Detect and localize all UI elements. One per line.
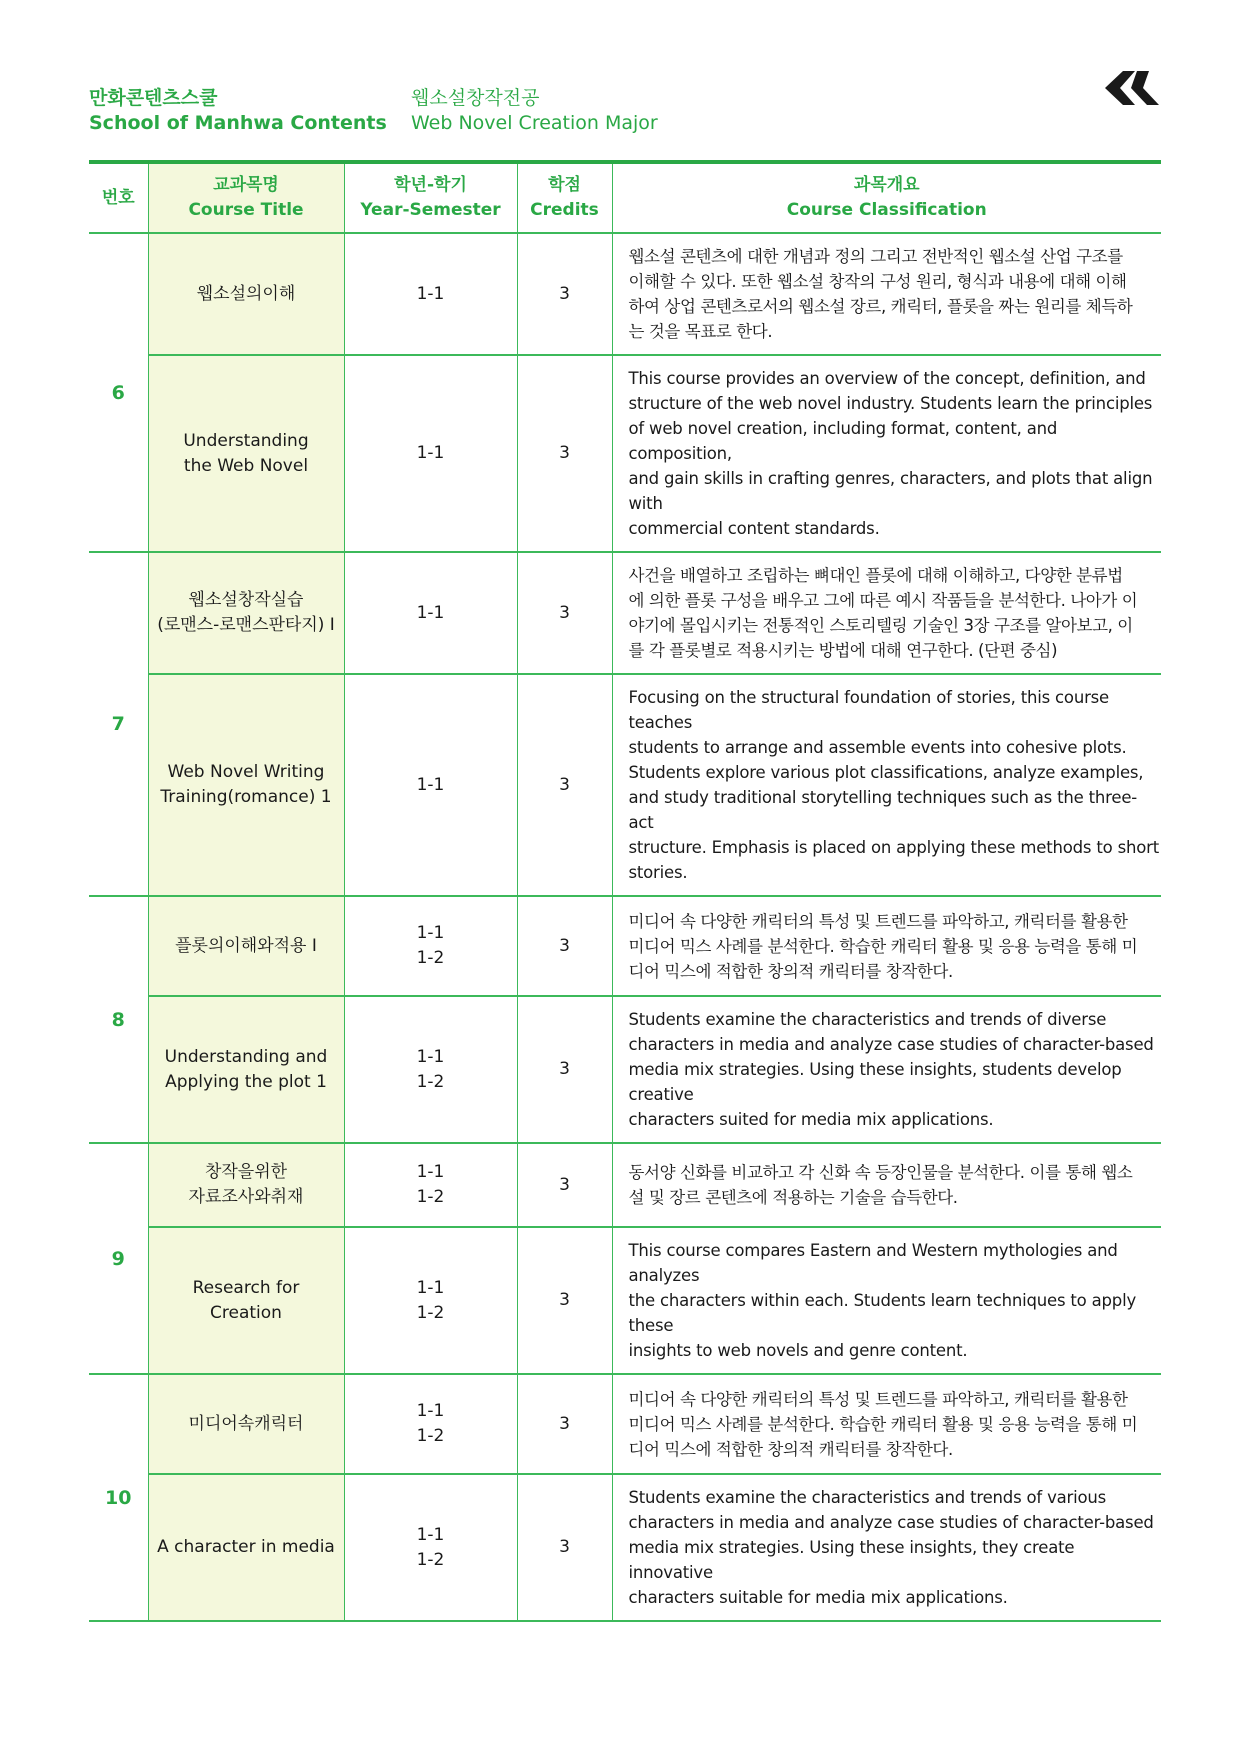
year-semester: 1-1 <box>344 233 517 355</box>
course-title: 플롯의이해와적용 I <box>148 896 344 996</box>
credits: 3 <box>517 355 612 552</box>
course-number: 6 <box>89 233 148 552</box>
header-course-classification: 과목개요 Course Classification <box>612 164 1161 233</box>
table-row <box>89 552 1161 674</box>
course-number: 7 <box>89 552 148 896</box>
school-name <box>89 86 387 136</box>
course-table <box>89 164 1161 1622</box>
course-title: A character in media <box>148 1474 344 1621</box>
course-title: 웹소설창작실습 (로맨스-로맨스판타지) I <box>148 552 344 674</box>
course-table-body <box>89 233 1161 1621</box>
table-row <box>89 674 1161 896</box>
year-semester: 1-1 1-2 <box>344 1374 517 1474</box>
major-name-ko: 웹소설창작전공 <box>411 87 540 109</box>
year-semester: 1-1 <box>344 674 517 896</box>
header-course-title: 교과목명 Course Title <box>148 164 344 233</box>
table-row <box>89 896 1161 996</box>
header-number: 번호 <box>89 164 148 233</box>
credits: 3 <box>517 674 612 896</box>
year-semester: 1-1 1-2 <box>344 996 517 1143</box>
course-description: 미디어 속 다양한 캐릭터의 특성 및 트렌드를 파악하고, 캐릭터를 활용한 미디어 믹스 사례를 분석한다. 학습한 캐릭터 활용 및 응용 능력을 통해 미 디어 믹스에 적합한 창의적 캐릭터를 창작한다. <box>612 896 1161 996</box>
table-row <box>89 355 1161 552</box>
course-description: This course compares Eastern and Western mythologies and analyzes the characters within each. Students learn techniques to apply these insights to web novels and genre content. <box>612 1227 1161 1374</box>
ck-logo-icon <box>1101 68 1161 108</box>
course-description: 웹소설 콘텐츠에 대한 개념과 정의 그리고 전반적인 웹소설 산업 구조를 이해할 수 있다. 또한 웹소설 창작의 구성 원리, 형식과 내용에 대해 이해 하여 상업 콘텐츠로서의 웹소설 장르, 캐릭터, 플롯을 짜는 원리를 체득하 는 것을 목표로 한다. <box>612 233 1161 355</box>
year-semester: 1-1 1-2 <box>344 1474 517 1621</box>
course-description: Focusing on the structural foundation of stories, this course teaches students to arrange and assemble events into cohesive plots. Students explore various plot classifications, analyze examples, and study traditional storytelling techniques such as the three-act structure. Emphasis is placed on applying these methods to short stories. <box>612 674 1161 896</box>
credits: 3 <box>517 996 612 1143</box>
table-row <box>89 1374 1161 1474</box>
credits: 3 <box>517 233 612 355</box>
table-row <box>89 233 1161 355</box>
course-description: 미디어 속 다양한 캐릭터의 특성 및 트렌드를 파악하고, 캐릭터를 활용한 미디어 믹스 사례를 분석한다. 학습한 캐릭터 활용 및 응용 능력을 통해 미 디어 믹스에 적합한 창의적 캐릭터를 창작한다. <box>612 1374 1161 1474</box>
year-semester: 1-1 1-2 <box>344 896 517 996</box>
course-title: Understanding the Web Novel <box>148 355 344 552</box>
course-title: Research for Creation <box>148 1227 344 1374</box>
course-number: 9 <box>89 1143 148 1374</box>
page-header <box>89 86 1161 146</box>
course-title: 창작을위한 자료조사와취재 <box>148 1143 344 1227</box>
school-name-ko: 만화콘텐츠스쿨 <box>89 87 218 109</box>
year-semester: 1-1 <box>344 552 517 674</box>
credits: 3 <box>517 1474 612 1621</box>
credits: 3 <box>517 552 612 674</box>
major-name <box>411 86 658 136</box>
header-year-semester: 학년-학기 Year-Semester <box>344 164 517 233</box>
major-name-en: Web Novel Creation Major <box>411 112 658 134</box>
credits: 3 <box>517 1374 612 1474</box>
course-description: This course provides an overview of the concept, definition, and structure of the web novel industry. Students learn the principles of web novel creation, including format, content, and composition, and gain skills in crafting genres, characters, and plots that align with commercial content standards. <box>612 355 1161 552</box>
year-semester: 1-1 1-2 <box>344 1227 517 1374</box>
table-header-row <box>89 164 1161 233</box>
year-semester: 1-1 1-2 <box>344 1143 517 1227</box>
course-number: 10 <box>89 1374 148 1621</box>
header-credits: 학점 Credits <box>517 164 612 233</box>
course-description: Students examine the characteristics and trends of various characters in media and analyze case studies of character-based media mix strategies. Using these insights, they create innovative characters suitable for media mix applications. <box>612 1474 1161 1621</box>
credits: 3 <box>517 1227 612 1374</box>
course-title: 웹소설의이해 <box>148 233 344 355</box>
course-title: Web Novel Writing Training(romance) 1 <box>148 674 344 896</box>
school-name-en: School of Manhwa Contents <box>89 112 387 134</box>
course-number: 8 <box>89 896 148 1143</box>
credits: 3 <box>517 896 612 996</box>
course-description: 동서양 신화를 비교하고 각 신화 속 등장인물을 분석한다. 이를 통해 웹소 설 및 장르 콘텐츠에 적용하는 기술을 습득한다. <box>612 1143 1161 1227</box>
course-title: 미디어속캐릭터 <box>148 1374 344 1474</box>
course-description: Students examine the characteristics and trends of diverse characters in media and analyze case studies of character-based media mix strategies. Using these insights, students develop creative characters suited for media mix applications. <box>612 996 1161 1143</box>
table-row <box>89 1474 1161 1621</box>
year-semester: 1-1 <box>344 355 517 552</box>
credits: 3 <box>517 1143 612 1227</box>
table-row <box>89 1143 1161 1227</box>
course-description: 사건을 배열하고 조립하는 뼈대인 플롯에 대해 이해하고, 다양한 분류법 에 의한 플롯 구성을 배우고 그에 따른 예시 작품들을 분석한다. 나아가 이 야기에 몰입시키는 전통적인 스토리텔링 기술인 3장 구조를 알아보고, 이 를 각 플롯별로 적용시키는 방법에 대해 연구한다. (단편 중심) <box>612 552 1161 674</box>
table-row <box>89 1227 1161 1374</box>
table-row <box>89 996 1161 1143</box>
course-title: Understanding and Applying the plot 1 <box>148 996 344 1143</box>
